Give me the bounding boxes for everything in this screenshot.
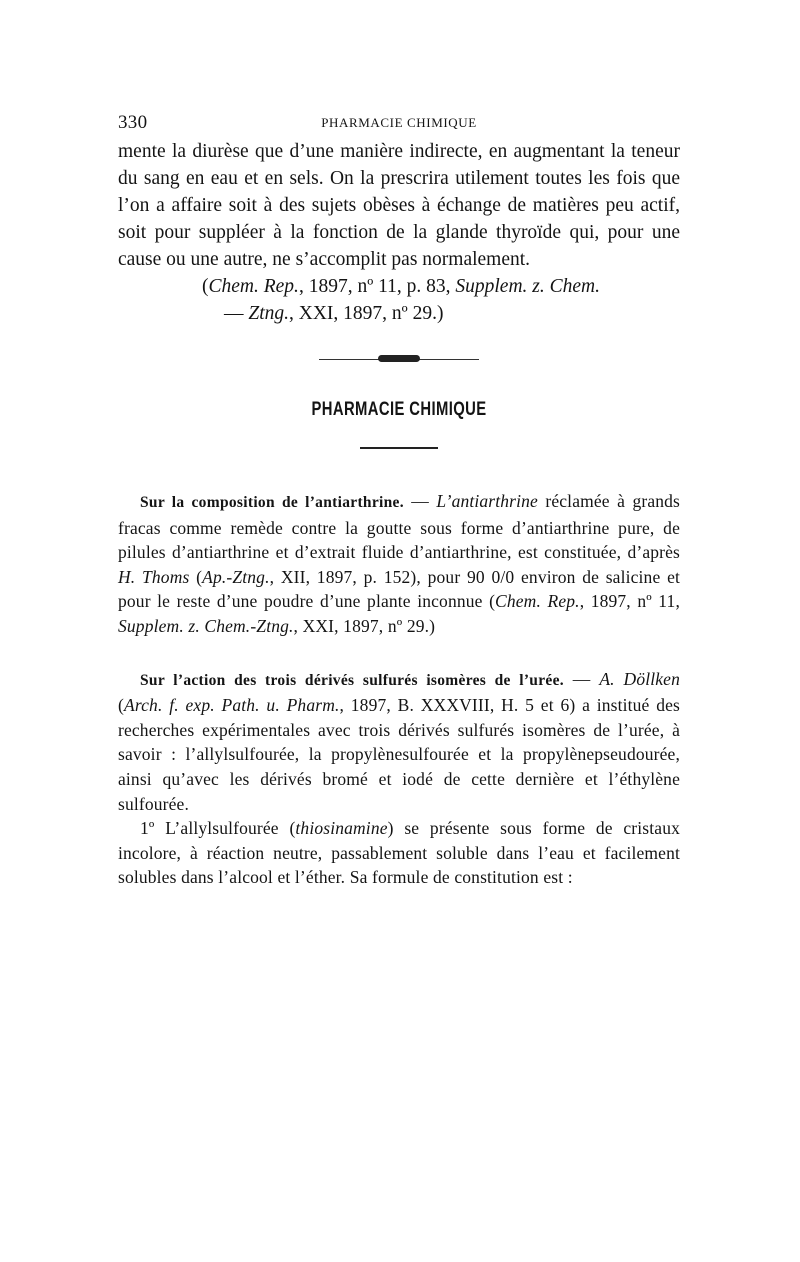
source-arch-path: Arch. f. exp. Path. u. Pharm. <box>123 695 340 716</box>
text-segment: ) se présente sous forme de cristaux incolore, à réaction neutre, passablement soluble dans l’eau et facilement solubles dans l’alcool et l’éther. Sa formule de constitution est : <box>118 818 680 888</box>
heading-separator: — <box>563 668 600 689</box>
intro-paragraph <box>118 138 680 273</box>
ref-mid: , 1897, nº 11, p. 83, <box>298 276 456 297</box>
ornament-divider <box>319 355 479 363</box>
text-segment: réclamée à grands fracas comme remède contre la goutte sous forme d’antiarthrine pure, de pilules d’antiarthrine et d’extrait fluide d’antiarthrine, est constituée, d’après <box>118 491 680 563</box>
running-header <box>118 112 680 138</box>
ref-dash: — <box>224 303 249 324</box>
source-chem-rep: Chem. Rep. <box>495 591 580 612</box>
term-antiarthrine: L’antiarthrine <box>436 491 538 511</box>
article-heading-antiarthrine: Sur la composition de l’antiarthrine. <box>140 494 404 511</box>
text-segment: ( <box>118 695 124 716</box>
heading-separator: — <box>403 491 437 511</box>
running-title: PHARMACIE CHIMIQUE <box>321 115 477 130</box>
author-thoms: H. Thoms <box>118 566 190 587</box>
text-segment: , 1897, nº 11, <box>579 591 680 612</box>
text-segment: , XXI, 1897, nº 29.) <box>293 615 436 636</box>
ref-source-chem-rep: Chem. Rep. <box>208 276 299 297</box>
ref-open: ( <box>202 276 209 297</box>
author-dollken: A. Döllken <box>599 668 681 689</box>
term-thiosinamine: thiosinamine <box>295 818 388 839</box>
document-page <box>118 112 680 890</box>
ref-continuation <box>202 300 680 327</box>
source-ap-ztng: Ap.-Ztng. <box>202 566 270 587</box>
article-uree <box>118 667 680 890</box>
intro-reference <box>118 273 680 327</box>
ornament-center <box>378 355 420 362</box>
page-number: 330 <box>118 112 148 133</box>
ref-end: , XXI, 1897, nº 29.) <box>289 303 444 324</box>
text-segment: ( <box>189 566 203 587</box>
article-uree-text <box>118 667 680 817</box>
paragraph-allylsulfouree <box>118 816 680 890</box>
ref-source-ztng: Ztng. <box>248 303 290 324</box>
source-supplem: Supplem. z. Chem.-Ztng. <box>118 615 294 636</box>
text-segment: 1º L’allylsulfourée ( <box>140 818 296 839</box>
article-antiarthrine <box>118 489 680 639</box>
ref-source-supplem: Supplem. z. Chem. <box>455 276 601 297</box>
section-rule <box>360 447 438 449</box>
article-heading-uree: Sur l’action des trois dérivés sulfurés isomères de l’urée. <box>140 671 564 689</box>
section-title: PHARMACIE CHIMIQUE <box>311 399 487 420</box>
article-antiarthrine-text <box>118 489 680 639</box>
text-segment: , XII, 1897, p. 152), pour 90 0/0 environ de salicine et pour le reste d’une poudre d’une plante inconnue ( <box>118 566 680 612</box>
intro-text: mente la diurèse que d’une manière indirecte, en augmentant la teneur du sang en eau et en sels. On la prescrira utilement toutes les fois que l’on a affaire soit à des sujets obèses à échange de matières peu actif, soit pour suppléer à la fonction de la glande thyroïde qui, pour une cause ou une autre, ne s’accomplit pas normalement. <box>118 141 680 270</box>
text-segment: , 1897, B. XXXVIII, H. 5 et 6) a institué des recherches expérimentales avec trois dérivés sulfurés isomères de l’urée, à savoir : l’allylsulfourée, la propylènesulfourée et la propylènepseudourée, ainsi qu’avec les dérivés bromé et iodé de cette dernière et l’éthylène sulfourée. <box>118 695 680 814</box>
